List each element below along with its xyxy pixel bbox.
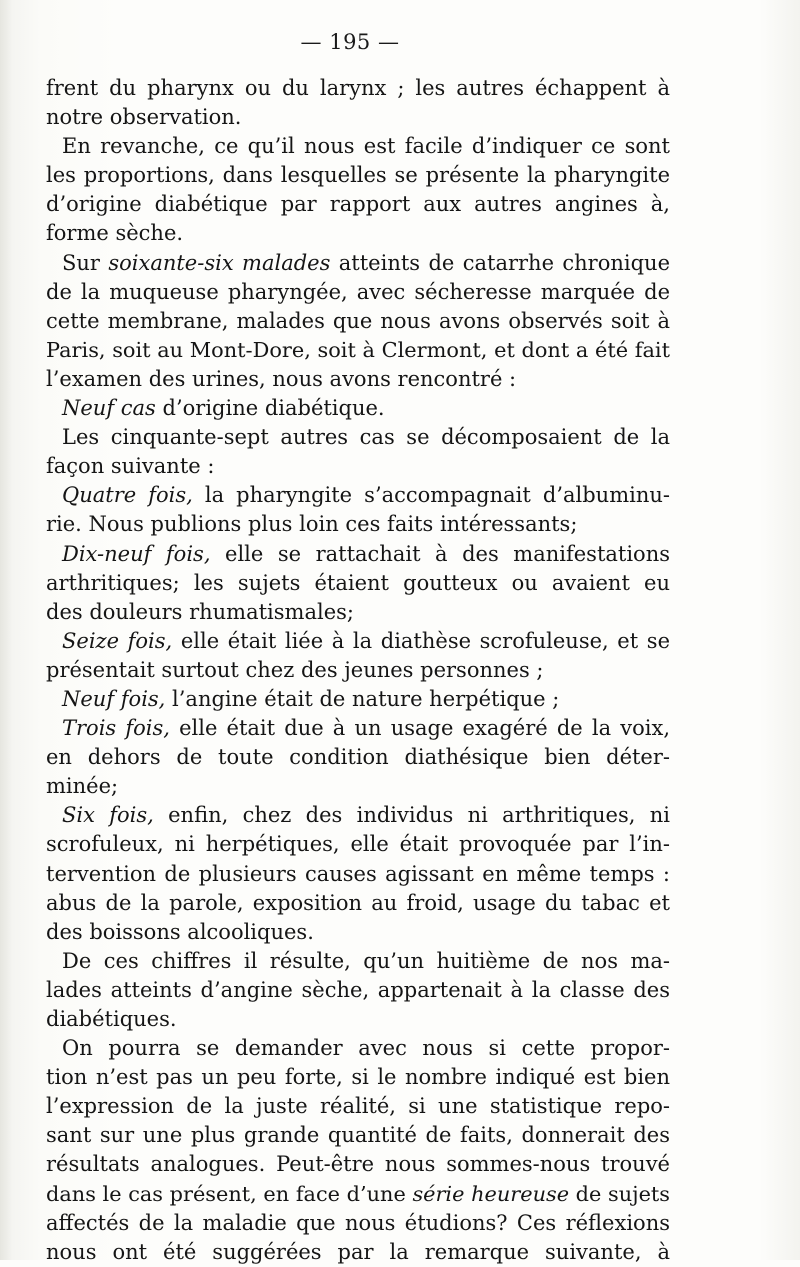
text-line: façon suivante :	[46, 454, 215, 479]
text-line: tervention de plusieurs causes agissant en même temps :	[46, 861, 670, 886]
paragraph-start: Trois fois, elle était due à un usage exagéré de la voix,	[62, 716, 670, 741]
text-line: arthritiques; les sujets étaient goutteux ou avaient eu	[46, 570, 670, 595]
emphasis: Trois fois,	[62, 716, 170, 741]
emphasis: soixante-six malades	[108, 250, 331, 275]
text-line: affectés de la maladie que nous étudions? Ces réflexions	[46, 1210, 670, 1235]
text-line: nous ont été suggérées par la remarque suivante, à	[46, 1239, 670, 1264]
emphasis: Quatre fois,	[62, 483, 193, 508]
paragraph-start: Sur soixante-six malades atteints de catarrhe chronique	[62, 250, 670, 275]
text-line: en dehors de toute condition diathésique bien déter-	[46, 745, 670, 770]
text-line: diabétiques.	[46, 1007, 177, 1031]
emphasis: série heureuse	[412, 1181, 570, 1206]
text-line: cette membrane, malades que nous avons observés soit à	[46, 308, 670, 333]
body-text	[46, 74, 670, 1267]
paragraph-start: Six fois, enfin, chez des individus ni arthritiques, ni	[62, 803, 670, 828]
paragraph-start: En revanche, ce qu’il nous est facile d’indiquer ce sont	[62, 134, 670, 159]
paragraph-start: On pourra se demander avec nous si cette propor-	[62, 1036, 670, 1061]
text-line: des douleurs rhumatismales;	[46, 599, 354, 624]
text-line: les proportions, dans lesquelles se présente la pharyngite	[46, 163, 670, 188]
paragraph-start: Dix-neuf fois, elle se rattachait à des manifestations	[62, 541, 670, 566]
text-line: frent du pharynx ou du larynx ; les autres échappent à	[46, 76, 670, 100]
emphasis: Neuf cas	[62, 396, 156, 421]
text-line: rie. Nous publions plus loin ces faits intéressants;	[46, 512, 578, 537]
text-line: résultats analogues. Peut-être nous sommes-nous trouvé	[46, 1152, 670, 1177]
text-line: sant sur une plus grande quantité de faits, donnerait des	[46, 1123, 670, 1148]
paragraph-start: Seize fois, elle était liée à la diathèse scrofuleuse, et se	[62, 628, 670, 653]
paragraph-start: De ces chiffres il résulte, qu’un huitième de nos ma-	[62, 948, 670, 973]
text-line: scrofuleux, ni herpétiques, elle était provoquée par l’in-	[46, 832, 670, 857]
text-line: lades atteints d’angine sèche, appartenait à la classe des	[46, 977, 670, 1002]
text-line: l’expression de la juste réalité, si une statistique repo-	[46, 1094, 670, 1119]
text-line: Paris, soit au Mont-Dore, soit à Clermont, et dont a été fait	[46, 337, 670, 362]
text-line: de la muqueuse pharyngée, avec sécheresse marquée de	[46, 279, 670, 304]
emphasis: Seize fois,	[62, 628, 173, 653]
page-number: — 195 —	[300, 30, 400, 54]
text-line: forme sèche.	[46, 221, 184, 246]
text-line: notre observation.	[46, 105, 242, 130]
paragraph-start: Les cinquante-sept autres cas se décomposaient de la	[62, 425, 670, 450]
text-line: abus de la parole, exposition au froid, usage du tabac et	[46, 890, 670, 915]
paragraph-start: Quatre fois, la pharyngite s’accompagnait d’albuminu-	[62, 483, 670, 508]
text-line: tion n’est pas un peu forte, si le nombre indiqué est bien	[46, 1065, 670, 1090]
text-line: des boissons alcooliques.	[46, 919, 314, 944]
text-line: présentait surtout chez des jeunes personnes ;	[46, 657, 544, 682]
text-line: l’examen des urines, nous avons rencontré :	[46, 366, 517, 391]
paragraph-start: Neuf cas d’origine diabétique.	[62, 396, 385, 421]
text-line: minée;	[46, 774, 119, 799]
text-line: d’origine diabétique par rapport aux autres angines à,	[46, 192, 670, 217]
emphasis: Six fois,	[62, 803, 154, 828]
emphasis: Dix-neuf fois,	[62, 541, 211, 566]
page-spine-shadow	[0, 0, 12, 1260]
text-line: dans le cas présent, en face d’une série heureuse de sujets	[46, 1181, 671, 1206]
paragraph-start: Neuf fois, l’angine était de nature herpétique ;	[62, 686, 560, 711]
emphasis: Neuf fois,	[62, 686, 166, 711]
